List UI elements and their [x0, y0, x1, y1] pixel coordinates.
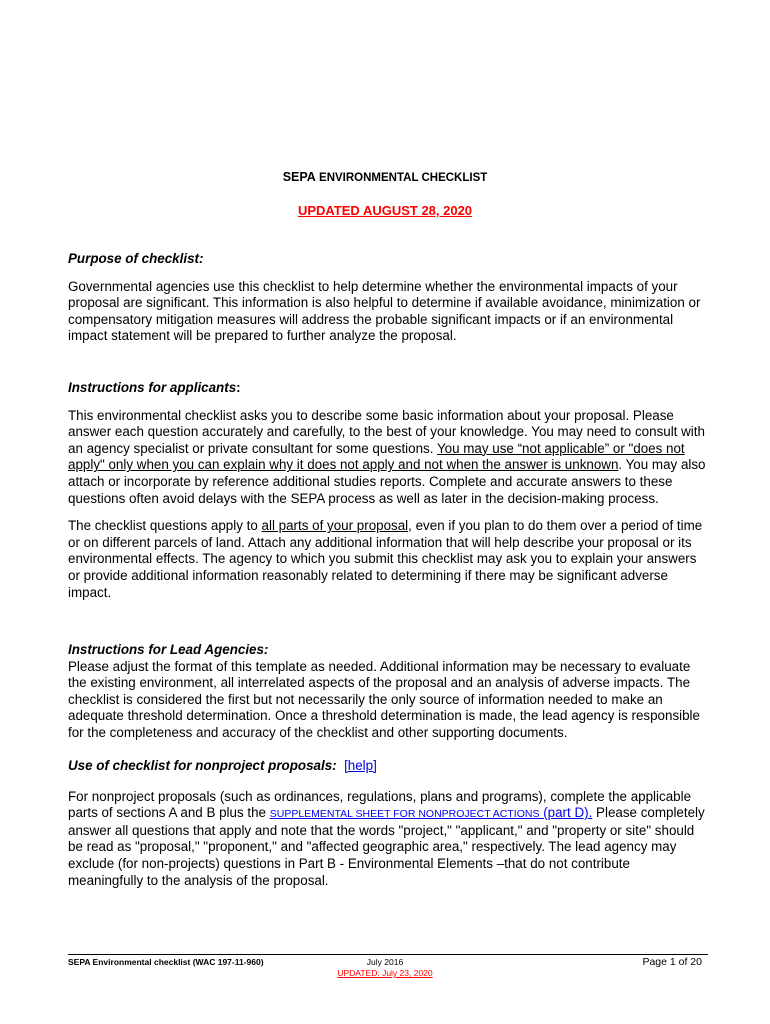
applicants-paragraph-1 [68, 408, 708, 508]
applicants-p1-underlined: You may use “not applicable” or "does not apply" only when you can explain why it does not apply and not when the answer is unknown [68, 440, 685, 473]
applicants-p1-text-b: . You may also attach or incorporate by reference additional studies reports. Complete and accurate answers to these questions often avoid delays with the SEPA process as well as later in the decision-making process. [68, 457, 706, 506]
purpose-section [68, 251, 708, 345]
footer-divider [68, 954, 708, 955]
footer-page-number: Page 1 of 20 [642, 956, 702, 968]
applicants-heading [68, 380, 708, 397]
supplemental-sheet-link[interactable]: SUPPLEMENTAL SHEET FOR NONPROJECT ACTIONS [269, 808, 540, 821]
footer-date: July 2016 [366, 957, 404, 967]
applicants-p2-underlined: all parts of your proposal [261, 518, 409, 534]
help-link[interactable]: [help] [344, 758, 377, 773]
title-rest: ENVIRONMENTAL CHECKLIST [315, 172, 488, 184]
footer-updated: UPDATED: July 23, 2020 [337, 968, 433, 978]
footer-dates [300, 957, 470, 979]
purpose-text: Governmental agencies use this checklist to help determine whether the environmental impacts of your proposal are significant. This information is also helpful to determine if available avoidance, minimization or compensatory mitigation measures will address the probable significant impacts or if an environmental impact statement will be prepared to further analyze the proposal. [68, 278, 701, 344]
applicants-p2-text-a: The checklist questions apply to [68, 518, 262, 534]
applicants-heading-colon: : [236, 380, 241, 395]
applicants-p1-text-a: This environmental checklist asks you to describe some basic information about your proposal. Please answer each question accurately and carefully, to the best of your knowledge. You may need to consult with an agency specialist or private consultant for some questions. [68, 407, 705, 456]
lead-agencies-section [68, 642, 708, 742]
applicants-paragraph-2 [68, 518, 708, 601]
nonproject-heading: Use of checklist for nonproject proposals: [68, 758, 337, 773]
footer-document-id: SEPA Environmental checklist (WAC 197-11-960) [68, 957, 264, 967]
nonproject-heading-line [68, 758, 708, 775]
lead-agencies-text: Please adjust the format of this template as needed. Additional information may be necessary to evaluate the existing environment, all interrelated aspects of the proposal and an analysis of adverse impacts. The checklist is considered the first but not necessarily the only source of information needed to make an adequate threshold determination. Once a threshold determination is made, the lead agency is responsible for the completeness and accuracy of the checklist and other supporting documents. [68, 658, 700, 740]
purpose-heading: Purpose of checklist: [68, 251, 204, 266]
title-sepa: SEPA [282, 170, 316, 184]
document-title [0, 170, 770, 184]
applicants-heading-text: Instructions for applicants [68, 380, 237, 395]
nonproject-section [68, 758, 708, 889]
nonproject-text-b: Please completely answer all questions that apply and note that the words "project," "applicant," and "property or site" should be read as "proposal," "proponent," and "affected geographic area," respectively. The lead agency may exclude (for non-projects) questions in Part B - Environmental Elements –that do not contribute meaningfully to the analysis of the proposal. [68, 805, 705, 888]
updated-notice: UPDATED AUGUST 28, 2020 [297, 203, 473, 218]
lead-agencies-heading: Instructions for Lead Agencies: [68, 642, 269, 657]
nonproject-text-a: For nonproject proposals (such as ordinances, regulations, plans and programs), complete the applicable parts of sections A and B plus the [68, 788, 692, 821]
part-d-link[interactable]: (part D). [539, 805, 593, 821]
nonproject-text [68, 789, 708, 890]
applicants-section [68, 380, 708, 601]
applicants-p2-text-b: , even if you plan to do them over a period of time or on different parcels of land. Attach any additional information that will help describe your proposal or its environmental effects. The agency to which you submit this checklist may ask you to explain your answers or provide additional information reasonably related to determining if there may be significant adverse impact. [68, 518, 703, 600]
